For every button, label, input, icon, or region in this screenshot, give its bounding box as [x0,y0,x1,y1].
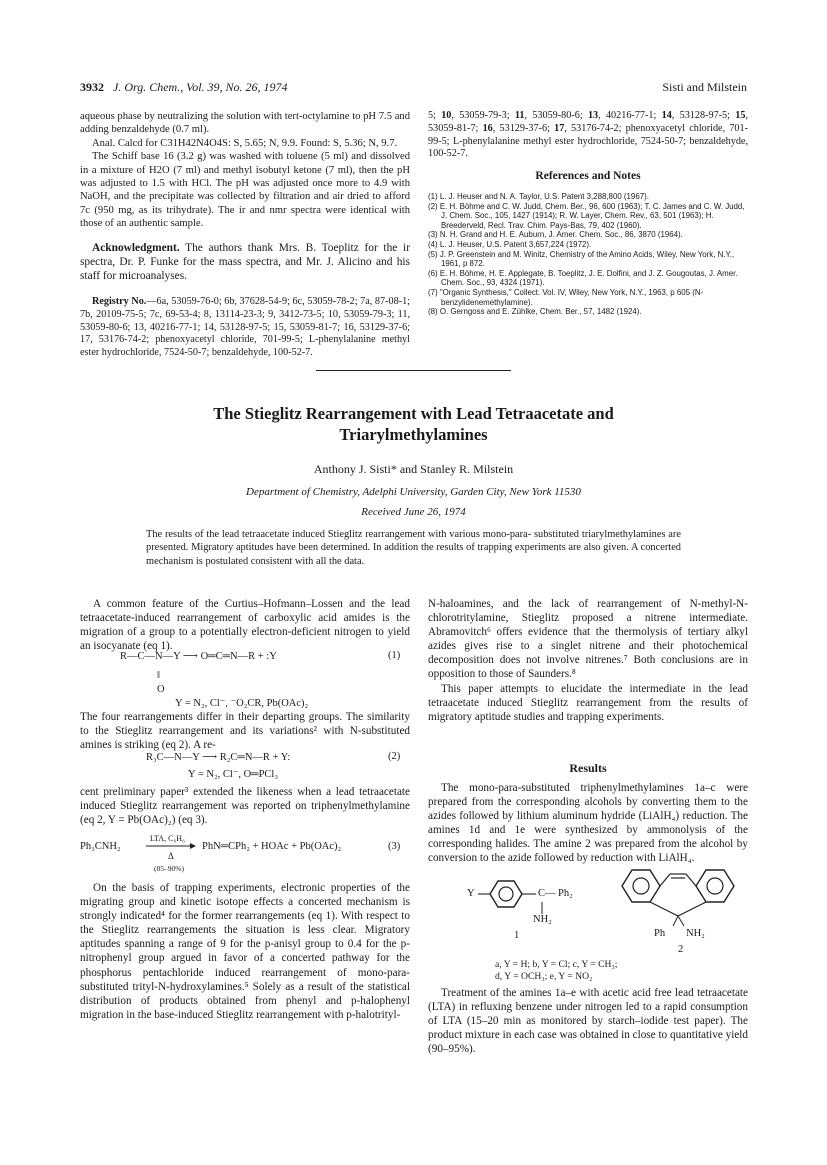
running-header-authors: Sisti and Milstein [662,80,747,94]
registry-numbers [80,296,410,359]
structure-1-number: 1 [514,930,520,941]
article-authors: Anthony J. Sisti* and Stanley R. Milstein [313,462,514,476]
intro-paragraph-1 [80,597,410,653]
equation-2-number: (2) [388,751,401,762]
reaction-arrow-icon [146,842,196,850]
equation-3-number: (3) [388,841,401,852]
structure-2-phenyl: Ph [654,928,666,939]
equation-3-heat: Δ [168,851,174,861]
compound-legend-1: a, Y = H; b, Y = Cl; c, Y = CH₃; [495,959,618,970]
running-header-left [80,80,288,95]
equation-2-y-definition: Y = N₂, Cl⁻, O═PCl₃ [188,769,279,780]
article-title [80,403,747,445]
equation-3-yield: (85–90%) [154,864,184,873]
equation-1-y-definition: Y = N₂, Cl⁻, ⁻O₂CR, Pb(OAc)₂ [175,698,309,709]
results-heading: Results [569,761,607,775]
equation-2: R₃C—N—Y ⟶ R₂C═N—R + Y: [146,752,291,763]
treatment-paragraph [428,986,748,1056]
equation-1-number: (1) [388,650,401,661]
paragraph: The mono-para-substituted triphenylmethylamines 1a–c were prepared from the corresponding alcohols by converting them to the azides followed by lithium aluminum hydride (LiAlH₄) reduction. The amines 1d and 1e were synthesized by ammonolysis of the corresponding halides. The amine 2 was prepared from the alcohol by conversion to the azide followed by reduction with LiAlH₄. [428,782,748,865]
equation-1-double-bond: ‖ [157,670,160,681]
structure-1-carbon: C [538,888,546,899]
reference-item: (5) J. P. Greenstein and M. Winitz, Chemistry of the Amino Acids, Wiley, New York, N.Y., 1961, p 872. [428,249,735,269]
journal-citation: J. Org. Chem., Vol. 39, No. 26, 1974 [113,80,288,94]
prev-paragraph: aqueous phase by neutralizing the solution with tert-octylamine to pH 7.5 and adding benzaldehyde (0.7 ml). [80,111,410,136]
results-paragraph [428,781,748,866]
acknowledgment [80,241,410,284]
registry-left [80,296,410,359]
paragraph: N-haloamines, and the lack of rearrangement of N-methyl-N-chlorotritylamine, Stieglitz proposed a nitrene intermediate. Abramovitch⁶ offers evidence that the thermolysis of tertiary alkyl azides gives rise to a singlet nitrene and their photochemical decomposition does not involve nitrenes.⁷ Both conclusions are in opposition to those of Saunders.⁸ [428,598,748,681]
equation-3-reactant: Ph₃CNH₂ [80,841,121,852]
acknowledgment-text: The authors thank Mrs. B. Toeplitz for the ir spectra, Dr. P. Funke for the mass spectra, and Mr. J. Alicino and his staff for microanalyses. [80,241,410,283]
reference-item: (4) L. J. Heuser, U.S. Patent 3,657,224 (1972). [428,239,592,249]
title-line: The Stieglitz Rearrangement with Lead Tetraacetate and [213,404,614,423]
equation-1-oxygen: O [157,684,165,695]
equation-1: R—C—N—Y ⟶ O═C═N—R + :Y [120,651,277,662]
structure-1-y: Y [467,888,475,899]
bond-line-icon [540,902,544,914]
structure-2-number: 2 [678,944,684,955]
reference-item: (6) E. H. Böhme, H. E. Applegate, B. Toeplitz, J. E. Dolfini, and J. Z. Gougoutas, J. Amer. Chem. Soc., 93, 4324 (1971). [428,268,738,288]
registry-heading: Registry No. [92,296,147,307]
abstract: The results of the lead tetraacetate induced Stieglitz rearrangement with various mono-para- substituted triarylmethylamines are presented. Migratory aptitudes have been determined. In addition the results of trapping experiments are also given. A concerted mechanism is postulated consistent with all the data. [146,529,681,567]
prev-paragraph: The Schiff base 16 (3.2 g) was washed with toluene (5 ml) and dissolved in a mixture of H2O (7 ml) and methyl isobutyl ketone (7 ml), then the pH was adjusted to 1.5 with HCl. The pH was adjusted once more to 4.9 with NaOH, and the precipitate was collected by filtration and air dried to afford 7c (950 mg, as its trihydrate). The ir and nmr spectra were identical with those of an authentic sample. [80,151,410,230]
references-heading: References and Notes [535,170,641,182]
structure-1-ph2: Ph₂ [558,888,573,899]
paragraph: The four rearrangements differ in their departing groups. The similarity to the Stieglitz rearrangement and its variations² with N-substituted amines is striking (eq 2). A re- [80,711,410,752]
paragraph-3 [80,785,410,827]
references-list [428,192,748,317]
compound-legend-2: d, Y = OCH₃; e, Y = NO₂ [495,971,593,982]
reference-item: (8) O. Gerngoss and E. Zühlke, Chem. Ber., 57, 1482 (1924). [428,307,642,317]
registry-continued [428,110,748,161]
equation-3-conditions: LTA, C₆H₆ [150,834,185,843]
prev-article-left-column [80,110,410,283]
title-line: Triarylmethylamines [339,425,488,444]
reference-item: (1) L. J. Heuser and N. A. Taylor, U.S. Patent 3,288,800 (1967). [428,192,649,201]
reference-item: (3) N. H. Grand and H. E. Auburn, J. Amer. Chem. Soc., 86, 3870 (1964). [428,230,683,240]
page-number: 3932 [80,80,104,94]
paragraph: This paper attempts to elucidate the intermediate in the lead tetraacetate induced Stieglitz rearrangement from the results of migratory aptitude studies and trapping experiments. [428,682,748,723]
registry-text: —6a, 53059-76-0; 6b, 37628-54-9; 6c, 53059-78-2; 7a, 87-08-1; 7b, 20109-75-5; 7c, 69-53-4; 8, 13114-23-3; 9, 3412-73-5; 10, 53059-79-3; 11, 53059-80-6; 13, 40216-77-1; 14, 53128-97-5; 15, 53059-81-7; 16, 53129-37-6; 17, 53176-74-2; phenoxyacetyl chloride, 701-99-5; L-phenylalanine methyl ester hydrochloride, 7524-50-7; benzaldehyde, 100-52-7. [80,296,410,359]
right-column-text [428,597,748,724]
affiliation: Department of Chemistry, Adelphi University, Garden City, New York 11530 [246,486,581,498]
article-divider [316,370,511,371]
received-date: Received June 26, 1974 [361,506,466,518]
registry-continued-text: 5; 10, 53059-79-3; 11, 53059-80-6; 13, 40216-77-1; 14, 53128-97-5; 15, 53059-81-7; 16, 53129-37-6; 17, 53176-74-2; phenoxyacetyl chloride, 701-99-5; L-phenylalanine methyl ester hydrochloride, 7524-50-7; benzaldehyde, 100-52-7. [428,110,748,160]
reference-item: (7) "Organic Synthesis," Collect. Vol. IV, Wiley, New York, N.Y., 1963, p 605 (N-benzylidenemethylamine). [428,287,704,307]
acknowledgment-heading: Acknowledgment. [92,241,180,254]
paragraph: Treatment of the amines 1a–e with acetic acid free lead tetraacetate (LTA) in refluxing benzene under nitrogen led to a rapid consumption of LTA (15–20 min as monitored by starch–iodide test paper). The product mixture in each case was obtained in close to quantitative yield (90–95%). [428,987,748,1056]
structure-2-amine: NH₂ [686,928,705,939]
paragraph: On the basis of trapping experiments, electronic properties of the migrating group and kinetic isotope effects a concerted mechanism is strongly indicated⁴ for the former rearrangements (eq 1). With respect to the Stieglitz rearrangements the situation is less clear. Migratory aptitudes spanning a range of 9 for the p-anisyl group to 0.4 for the p-nitrophenyl group argued in favor of a concerted pathway for the phosphorus pentachloride induced rearrangement of mono-para-substituted trityl-N-hydroxylamines.⁵ Solely as a result of the statistical distribution of products obtained from phenyl and p-halophenyl migration in the base-induced Stieglitz rearrangement with p-halotrityl- [80,882,410,1021]
prev-analysis: Anal. Calcd for C31H42N4O4S: S, 5.65; N, 9.9. Found: S, 5.36; N, 9.7. [92,137,398,149]
paragraph: A common feature of the Curtius–Hofmann–Lossen and the lead tetraacetate-induced rearrangement of carboxylic acid amides is the migration of a group to a potentially electron-deficient nitrogen to yield an isocyanate (eq 1). [80,598,410,653]
structure-1-amine: NH₂ [533,914,552,925]
dibenzocycloheptene-icon [618,862,748,928]
paragraph-2 [80,710,410,752]
paragraph-4 [80,881,410,1022]
paragraph: cent preliminary paper³ extended the likeness when a lead tetraacetate induced Stieglitz rearrangement was reported on triphenylmethylamine (eq 2, Y = Pb(OAc)₂) (eq 3). [80,786,410,827]
structure-1-dash: — [545,888,556,899]
reference-item: (2) E. H. Böhme and C. W. Judd, Chem. Ber., 96, 600 (1963); T. C. James and C. W. Judd, J. Chem. Soc., 105, 1427 (1914); R. W. Layer, Chem. Rev., 63, 501 (1963); H. Breederveld, Recl. Trav. Chim. Pays-Bas, 79, 402 (1960). [428,201,745,230]
equation-3-products: PhN═CPh₂ + HOAc + Pb(OAc)₂ [202,841,342,852]
